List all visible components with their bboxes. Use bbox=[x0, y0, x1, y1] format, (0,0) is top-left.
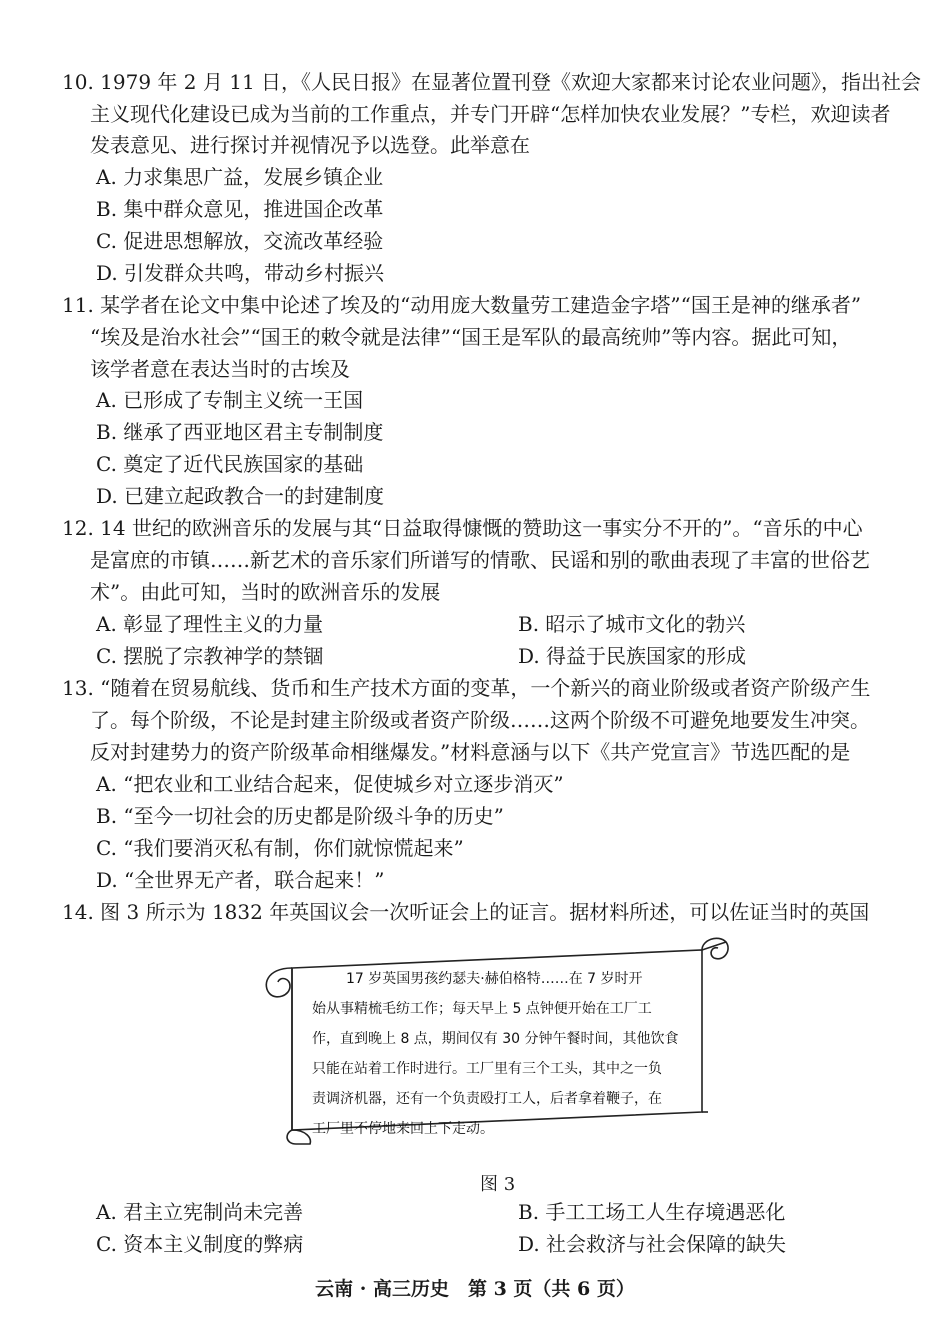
question-10-stem-line-3: 发表意见、进行探讨并视情况予以选登。此举意在 bbox=[90, 133, 530, 157]
question-10-option-b: B. 集中群众意见，推进国企改革 bbox=[96, 197, 384, 221]
question-12-option-a: A. 彰显了理性主义的力量 bbox=[96, 612, 324, 636]
scroll-testimony-text bbox=[312, 964, 712, 1144]
question-11-stem-line-1: 11. 某学者在论文中集中论述了埃及的“动用庞大数量劳工建造金字塔”“国王是神的继承者” bbox=[62, 293, 862, 317]
question-14-option-d: D. 社会救济与社会保障的缺失 bbox=[518, 1232, 787, 1256]
question-12-stem-line-3: 术”。由此可知，当时的欧洲音乐的发展 bbox=[90, 580, 441, 604]
question-14-stem-line-1: 14. 图 3 所示为 1832 年英国议会一次听证会上的证言。据材料所述，可以佐证当时的英国 bbox=[62, 900, 870, 924]
question-11-option-d: D. 已建立起政教合一的封建制度 bbox=[96, 484, 385, 508]
scroll-line: 始从事精梳毛纺工作；每天早上 5 点钟便开始在工厂工 bbox=[312, 1001, 652, 1017]
question-12-stem-line-2: 是富庶的市镇……新艺术的音乐家们所谱写的情歌、民谣和别的歌曲表现了丰富的世俗艺 bbox=[90, 548, 870, 572]
scroll-line: 作，直到晚上 8 点，期间仅有 30 分钟午餐时间，其他饮食 bbox=[312, 1031, 679, 1047]
scroll-line: 工厂里不停地来回上下走动。 bbox=[312, 1121, 494, 1137]
question-14-option-b: B. 手工工场工人生存境遇恶化 bbox=[518, 1200, 786, 1224]
question-12-option-d: D. 得益于民族国家的形成 bbox=[518, 644, 747, 668]
question-10-stem-line-2: 主义现代化建设已成为当前的工作重点，并专门开辟“怎样加快农业发展？”专栏，欢迎读者 bbox=[90, 102, 891, 126]
question-10-option-a: A. 力求集思广益，发展乡镇企业 bbox=[96, 165, 384, 189]
question-13-option-b: B. “至今一切社会的历史都是阶级斗争的历史” bbox=[96, 804, 504, 828]
question-11-stem-line-3: 该学者意在表达当时的古埃及 bbox=[90, 357, 350, 381]
question-13-stem-line-1: 13. “随着在贸易航线、货币和生产技术方面的变革，一个新兴的商业阶级或者资产阶级产生 bbox=[62, 676, 871, 700]
question-11-option-a: A. 已形成了专制主义统一王国 bbox=[96, 388, 364, 412]
question-10-option-c: C. 促进思想解放，交流改革经验 bbox=[96, 229, 384, 253]
question-13-option-c: C. “我们要消灭私有制，你们就惊慌起来” bbox=[96, 836, 464, 860]
scroll-line: 责调济机器，还有一个负责殴打工人，后者拿着鞭子，在 bbox=[312, 1091, 662, 1107]
question-13-stem-line-3: 反对封建势力的资产阶级革命相继爆发。”材料意涵与以下《共产党宣言》节选匹配的是 bbox=[90, 740, 851, 764]
question-14-option-a: A. 君主立宪制尚未完善 bbox=[96, 1200, 304, 1224]
page-footer: 云南 · 高三历史 第 3 页（共 6 页） bbox=[315, 1278, 635, 1300]
figure-3-scroll bbox=[256, 934, 732, 1154]
figure-caption: 图 3 bbox=[480, 1174, 516, 1195]
question-10-option-d: D. 引发群众共鸣，带动乡村振兴 bbox=[96, 261, 385, 285]
question-10-stem-line-1: 10. 1979 年 2 月 11 日，《人民日报》在显著位置刊登《欢迎大家都来讨论农业问题》，指出社会 bbox=[62, 70, 922, 94]
question-14-option-c: C. 资本主义制度的弊病 bbox=[96, 1232, 304, 1256]
question-13-option-a: A. “把农业和工业结合起来，促使城乡对立逐步消灭” bbox=[96, 772, 564, 796]
scroll-line: 只能在站着工作时进行。工厂里有三个工头，其中之一负 bbox=[312, 1061, 662, 1077]
question-12-option-b: B. 昭示了城市文化的勃兴 bbox=[518, 612, 746, 636]
question-13-option-d: D. “全世界无产者，联合起来！” bbox=[96, 868, 385, 892]
question-11-stem-line-2: “埃及是治水社会”“国王的敕令就是法律”“国王是军队的最高统帅”等内容。据此可知， bbox=[90, 325, 852, 349]
question-13-stem-line-2: 了。每个阶级，不论是封建主阶级或者资产阶级……这两个阶级不可避免地要发生冲突。 bbox=[90, 708, 870, 732]
question-12-option-c: C. 摆脱了宗教神学的禁锢 bbox=[96, 644, 324, 668]
question-12-stem-line-1: 12. 14 世纪的欧洲音乐的发展与其“日益取得慷慨的赞助这一事实分不开的”。“音乐的中心 bbox=[62, 516, 863, 540]
question-11-option-c: C. 奠定了近代民族国家的基础 bbox=[96, 452, 364, 476]
scroll-line: 17 岁英国男孩约瑟夫·赫伯格特……在 7 岁时开 bbox=[346, 971, 643, 987]
question-11-option-b: B. 继承了西亚地区君主专制制度 bbox=[96, 420, 384, 444]
